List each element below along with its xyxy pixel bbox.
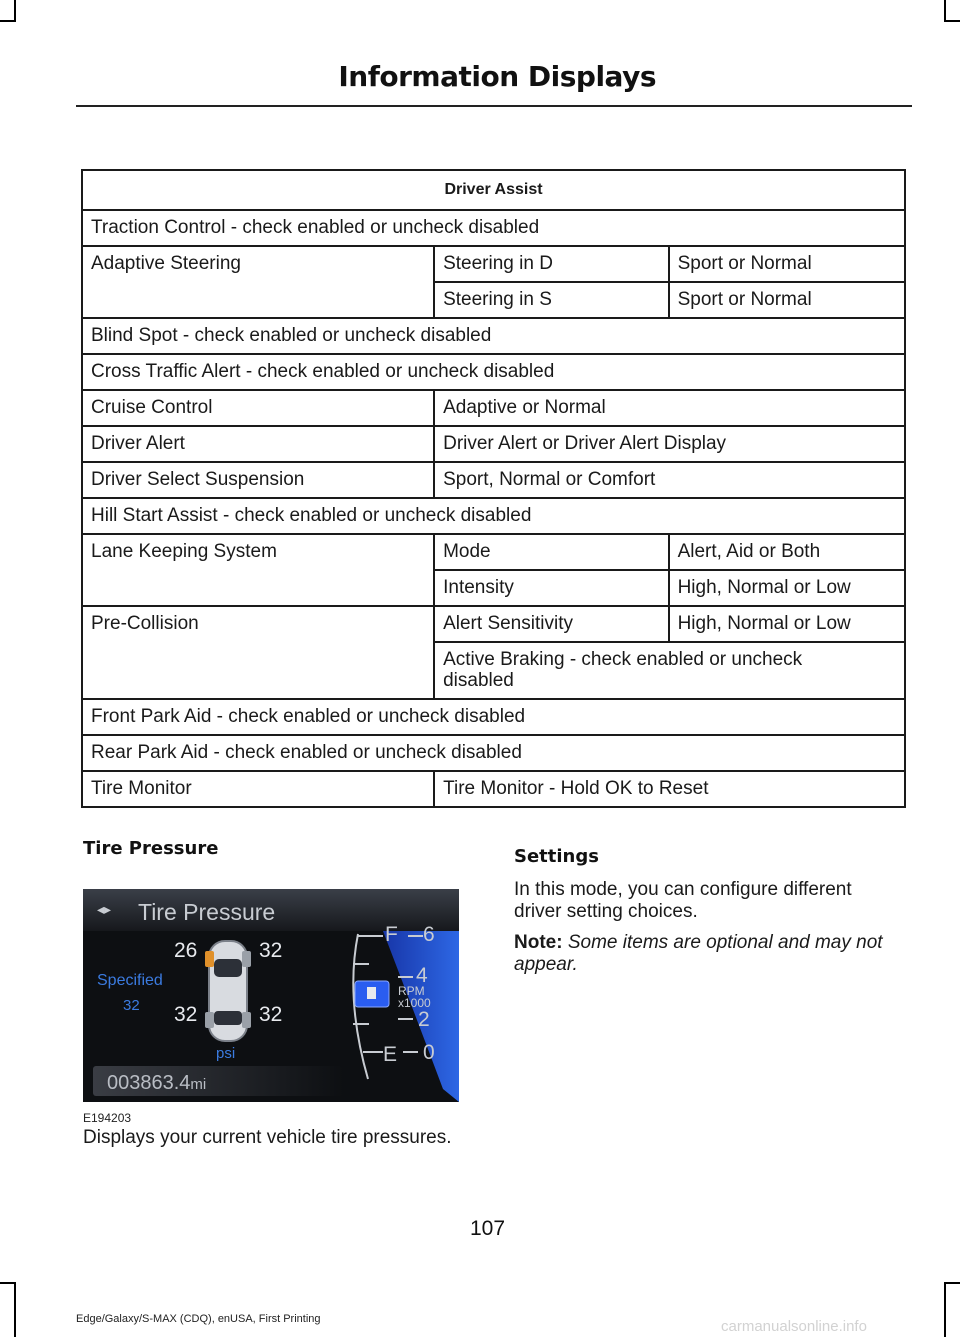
car-body bbox=[209, 941, 247, 1041]
steering-mode-cell: Steering in S bbox=[434, 282, 668, 318]
rear-left-pressure: 32 bbox=[174, 1003, 198, 1026]
crop-mark bbox=[0, 1282, 16, 1284]
fuel-empty-label: E bbox=[383, 1043, 398, 1066]
steering-value-cell: Sport or Normal bbox=[669, 282, 905, 318]
tach-4-label: 4 bbox=[416, 964, 428, 987]
front-left-tire bbox=[205, 951, 214, 967]
settings-note bbox=[514, 932, 904, 976]
front-left-pressure: 26 bbox=[174, 939, 198, 962]
footer-text: Edge/Galaxy/S-MAX (CDQ), enUSA, First Printing bbox=[76, 1313, 321, 1325]
fuel-full-label: F bbox=[385, 923, 398, 946]
driver-assist-table bbox=[81, 169, 906, 808]
tire-pressure-heading: Tire Pressure bbox=[83, 838, 219, 859]
note-text: Some items are optional and may not appear. bbox=[514, 932, 883, 975]
active-braking-cell: Active Braking - check enabled or uncheck disabled bbox=[434, 642, 905, 699]
lane-keeping-value-cell: High, Normal or Low bbox=[669, 570, 905, 606]
front-right-tire bbox=[242, 951, 251, 967]
front-right-pressure: 32 bbox=[259, 939, 283, 962]
empty-cell bbox=[82, 642, 434, 699]
empty-cell bbox=[82, 282, 434, 318]
hill-start-cell: Hill Start Assist - check enabled or uncheck disabled bbox=[82, 498, 905, 534]
table-row bbox=[82, 606, 905, 642]
cruise-control-value: Adaptive or Normal bbox=[434, 390, 905, 426]
table-row bbox=[82, 498, 905, 534]
page-title: Information Displays bbox=[338, 60, 656, 93]
image-code: E194203 bbox=[83, 1111, 132, 1125]
table-row bbox=[82, 210, 905, 246]
lane-keeping-value-cell: Alert, Aid or Both bbox=[669, 534, 905, 570]
lane-keeping-mode-cell: Mode bbox=[434, 534, 668, 570]
car-windshield bbox=[214, 959, 242, 977]
header-divider bbox=[76, 105, 912, 107]
table-row bbox=[82, 462, 905, 498]
specified-value: 32 bbox=[123, 997, 140, 1014]
tire-pressure-cluster-image bbox=[83, 889, 459, 1102]
note-label: Note: bbox=[514, 932, 563, 953]
page-number: 107 bbox=[470, 1217, 506, 1240]
crop-mark bbox=[944, 0, 946, 22]
rpm-text: RPM bbox=[398, 984, 425, 998]
navigation-arrows-icon: ◂▸ bbox=[97, 901, 112, 917]
driver-alert-label: Driver Alert bbox=[82, 426, 434, 462]
driver-alert-value: Driver Alert or Driver Alert Display bbox=[434, 426, 905, 462]
odometer-value: 003863.4 bbox=[107, 1072, 191, 1094]
settings-heading: Settings bbox=[514, 846, 599, 867]
table-title: Driver Assist bbox=[82, 170, 905, 210]
tire-pressure-caption: Displays your current vehicle tire pressures. bbox=[83, 1127, 452, 1148]
table-row bbox=[82, 534, 905, 570]
cruise-control-label: Cruise Control bbox=[82, 390, 434, 426]
table-row bbox=[82, 426, 905, 462]
rear-park-aid-cell: Rear Park Aid - check enabled or uncheck disabled bbox=[82, 735, 905, 771]
tach-6-label: 6 bbox=[423, 923, 435, 946]
fuel-pump-icon bbox=[367, 987, 376, 999]
alert-sensitivity-value: High, Normal or Low bbox=[669, 606, 905, 642]
crop-mark bbox=[14, 0, 16, 22]
rear-right-pressure: 32 bbox=[259, 1003, 283, 1026]
specified-label: Specified bbox=[97, 972, 163, 989]
crop-mark bbox=[944, 20, 960, 22]
steering-value-cell: Sport or Normal bbox=[669, 246, 905, 282]
car-rear-window bbox=[214, 1011, 242, 1025]
odometer bbox=[107, 1072, 206, 1095]
cross-traffic-cell: Cross Traffic Alert - check enabled or uncheck disabled bbox=[82, 354, 905, 390]
crop-mark bbox=[944, 1282, 946, 1337]
settings-body: In this mode, you can configure different driver setting choices. bbox=[514, 879, 852, 922]
pressure-unit: psi bbox=[216, 1045, 236, 1062]
adaptive-steering-label: Adaptive Steering bbox=[82, 246, 434, 282]
rear-right-tire bbox=[242, 1012, 251, 1028]
rear-left-tire bbox=[205, 1012, 214, 1028]
lane-keeping-mode-cell: Intensity bbox=[434, 570, 668, 606]
table-row bbox=[82, 699, 905, 735]
blind-spot-cell: Blind Spot - check enabled or uncheck disabled bbox=[82, 318, 905, 354]
table-row bbox=[82, 390, 905, 426]
tach-0-label: 0 bbox=[423, 1041, 435, 1064]
alert-sensitivity-label: Alert Sensitivity bbox=[434, 606, 668, 642]
table-row bbox=[82, 771, 905, 807]
suspension-label: Driver Select Suspension bbox=[82, 462, 434, 498]
watermark: carmanualsonline.info bbox=[721, 1318, 867, 1335]
front-park-aid-cell: Front Park Aid - check enabled or uncheck disabled bbox=[82, 699, 905, 735]
table-row bbox=[82, 642, 905, 699]
rpm-multiplier: x1000 bbox=[398, 996, 431, 1010]
table-row bbox=[82, 354, 905, 390]
pre-collision-label: Pre-Collision bbox=[82, 606, 434, 642]
table-row bbox=[82, 570, 905, 606]
table-row bbox=[82, 246, 905, 282]
tire-monitor-value: Tire Monitor - Hold OK to Reset bbox=[434, 771, 905, 807]
table-row bbox=[82, 735, 905, 771]
steering-mode-cell: Steering in D bbox=[434, 246, 668, 282]
crop-mark bbox=[944, 1282, 960, 1284]
lane-keeping-label: Lane Keeping System bbox=[82, 534, 434, 570]
crop-mark bbox=[14, 1282, 16, 1337]
table-row bbox=[82, 282, 905, 318]
suspension-value: Sport, Normal or Comfort bbox=[434, 462, 905, 498]
odometer-unit: mi bbox=[190, 1076, 207, 1093]
table-header-row bbox=[82, 170, 905, 210]
traction-control-cell: Traction Control - check enabled or uncheck disabled bbox=[82, 210, 905, 246]
tach-2-label: 2 bbox=[418, 1008, 430, 1031]
crop-mark bbox=[0, 20, 16, 22]
empty-cell bbox=[82, 570, 434, 606]
rpm-label bbox=[398, 985, 431, 1009]
cluster-title: Tire Pressure bbox=[138, 899, 276, 925]
table-row bbox=[82, 318, 905, 354]
tire-monitor-label: Tire Monitor bbox=[82, 771, 434, 807]
